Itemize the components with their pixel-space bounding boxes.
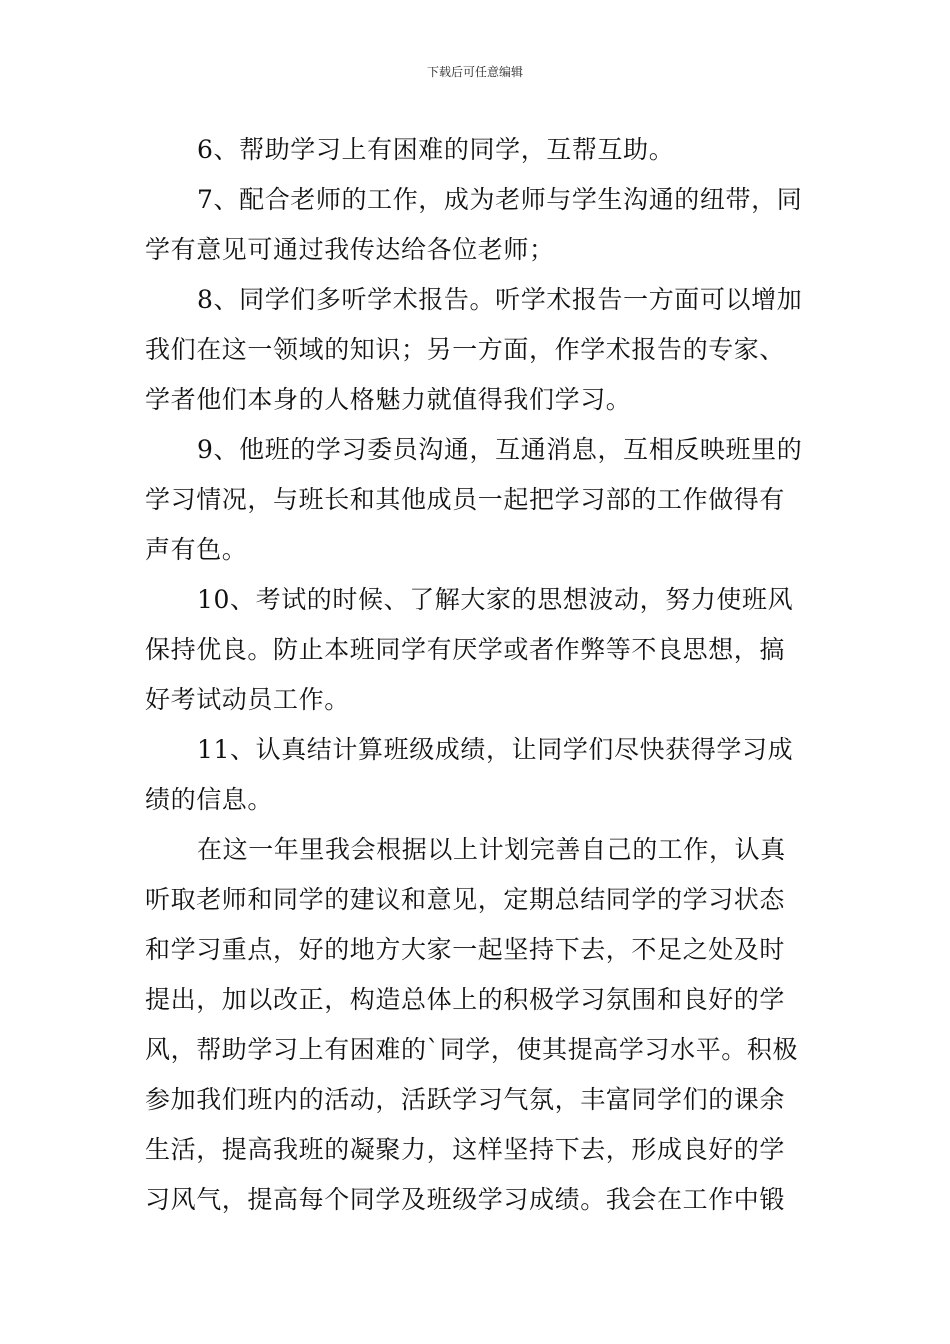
- list-item-10: 10、考试的时候、了解大家的思想波动，努力使班风保持优良。防止本班同学有厌学或者作弊等不良思想，搞好考试动员工作。: [145, 585, 794, 714]
- list-item-7: 7、配合老师的工作，成为老师与学生沟通的纽带，同学有意见可通过我传达给各位老师；: [145, 185, 803, 264]
- list-item-11: 11、认真结计算班级成绩，让同学们尽快获得学习成绩的信息。: [145, 735, 794, 814]
- page-header: 下载后可任意编辑: [426, 65, 523, 79]
- list-item-8: 8、同学们多听学术报告。听学术报告一方面可以增加我们在这一领域的知识；另一方面，作学术报告的专家、学者他们本身的人格魅力就值得我们学习。: [145, 285, 803, 414]
- list-item-9: 9、他班的学习委员沟通，互通消息，互相反映班里的学习情况，与班长和其他成员一起把学习部的工作做得有声有色。: [145, 435, 803, 564]
- list-item-6: 6、帮助学习上有困难的同学，互帮互助。: [197, 135, 675, 164]
- closing-paragraph: 在这一年里我会根据以上计划完善自己的工作，认真听取老师和同学的建议和意见，定期总结同学的学习状态和学习重点，好的地方大家一起坚持下去，不足之处及时提出，加以改正，构造总体上的积极学习氛围和良好的学风，帮助学习上有困难的`同学，使其提高学习水平。积极参加我们班内的活动，活跃学习气氛，丰富同学们的课余生活，提高我班的凝聚力，这样坚持下去，形成良好的学习风气，提高每个同学及班级学习成绩。我会在工作中锻: [145, 835, 799, 1214]
- document-body: [145, 125, 807, 1225]
